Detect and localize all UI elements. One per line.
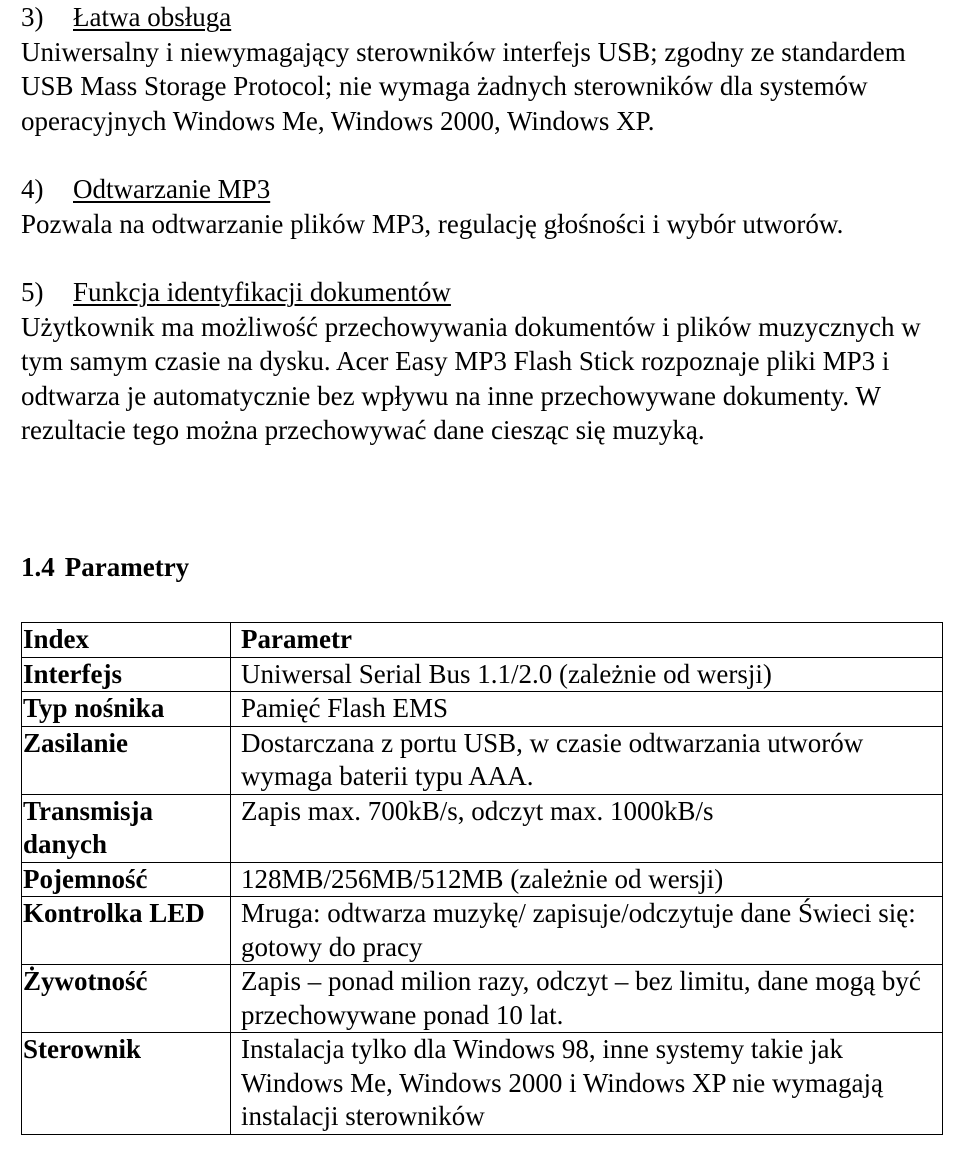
table-row (22, 657, 943, 692)
parameters-table (21, 622, 943, 1135)
section-mp3-playback (21, 172, 951, 241)
section-body: Użytkownik ma możliwość przechowywania dokumentów i plików muzycznych w tym samym czasie na dysku. Acer Easy MP3 Flash Stick rozpoznaje pliki MP3 i odtwarza je automatycznie bez wpływu na inne przechowywane dokumenty. W rezultacie tego można przechowywać dane ciesząc się muzyką. (21, 311, 921, 445)
column-header-index: Index (22, 623, 231, 658)
table-row (22, 965, 943, 1033)
row-value: Mruga: odtwarza muzykę/ zapisuje/odczytuje dane Świeci się: gotowy do pracy (231, 897, 943, 965)
section-number: 4) (21, 174, 44, 204)
section-title: Parametry (64, 552, 190, 582)
row-label: Zasilanie (22, 726, 231, 794)
row-label: Kontrolka LED (22, 897, 231, 965)
row-value: 128MB/256MB/512MB (zależnie od wersji) (231, 862, 943, 897)
row-label: Sterownik (22, 1033, 231, 1135)
section-document-identification (21, 275, 951, 448)
section-title: Odtwarzanie MP3 (73, 174, 271, 204)
section-number: 3) (21, 2, 44, 32)
section-easy-use (21, 0, 951, 138)
row-label: Interfejs (22, 657, 231, 692)
section-number: 5) (21, 277, 44, 307)
table-header-row (22, 623, 943, 658)
table-row (22, 794, 943, 862)
table-row (22, 862, 943, 897)
section-title: Funkcja identyfikacji dokumentów (73, 277, 451, 307)
row-label: Pojemność (22, 862, 231, 897)
section-heading (21, 0, 951, 35)
row-label: Żywotność (22, 965, 231, 1033)
row-value: Instalacja tylko dla Windows 98, inne systemy takie jak Windows Me, Windows 2000 i Windows XP nie wymagają instalacji sterowników (231, 1033, 943, 1135)
row-label: Typ nośnika (22, 692, 231, 727)
table-row (22, 726, 943, 794)
column-header-parameter: Parametr (231, 623, 943, 658)
section-body: Pozwala na odtwarzanie plików MP3, regulację głośności i wybór utworów. (21, 208, 844, 239)
section-body: Uniwersalny i niewymagający sterowników interfejs USB; zgodny ze standardem USB Mass Storage Protocol; nie wymaga żadnych sterowników dla systemów operacyjnych Windows Me, Windows 2000, Windows XP. (21, 36, 906, 136)
row-value: Dostarczana z portu USB, w czasie odtwarzania utworów wymaga baterii typu AAA. (231, 726, 943, 794)
table-row (22, 692, 943, 727)
section-title: Łatwa obsługa (73, 2, 232, 32)
row-label: Transmisja danych (22, 794, 231, 862)
table-row (22, 1033, 943, 1135)
parameters-heading (21, 550, 189, 585)
row-value: Uniwersal Serial Bus 1.1/2.0 (zależnie od wersji) (231, 657, 943, 692)
document-page (21, 0, 951, 1131)
section-number: 1.4 (21, 552, 55, 582)
section-heading (21, 172, 951, 207)
row-value: Pamięć Flash EMS (231, 692, 943, 727)
section-heading (21, 275, 951, 310)
table-row (22, 897, 943, 965)
row-value: Zapis – ponad milion razy, odczyt – bez limitu, dane mogą być przechowywane ponad 10 lat. (231, 965, 943, 1033)
row-value: Zapis max. 700kB/s, odczyt max. 1000kB/s (231, 794, 943, 862)
